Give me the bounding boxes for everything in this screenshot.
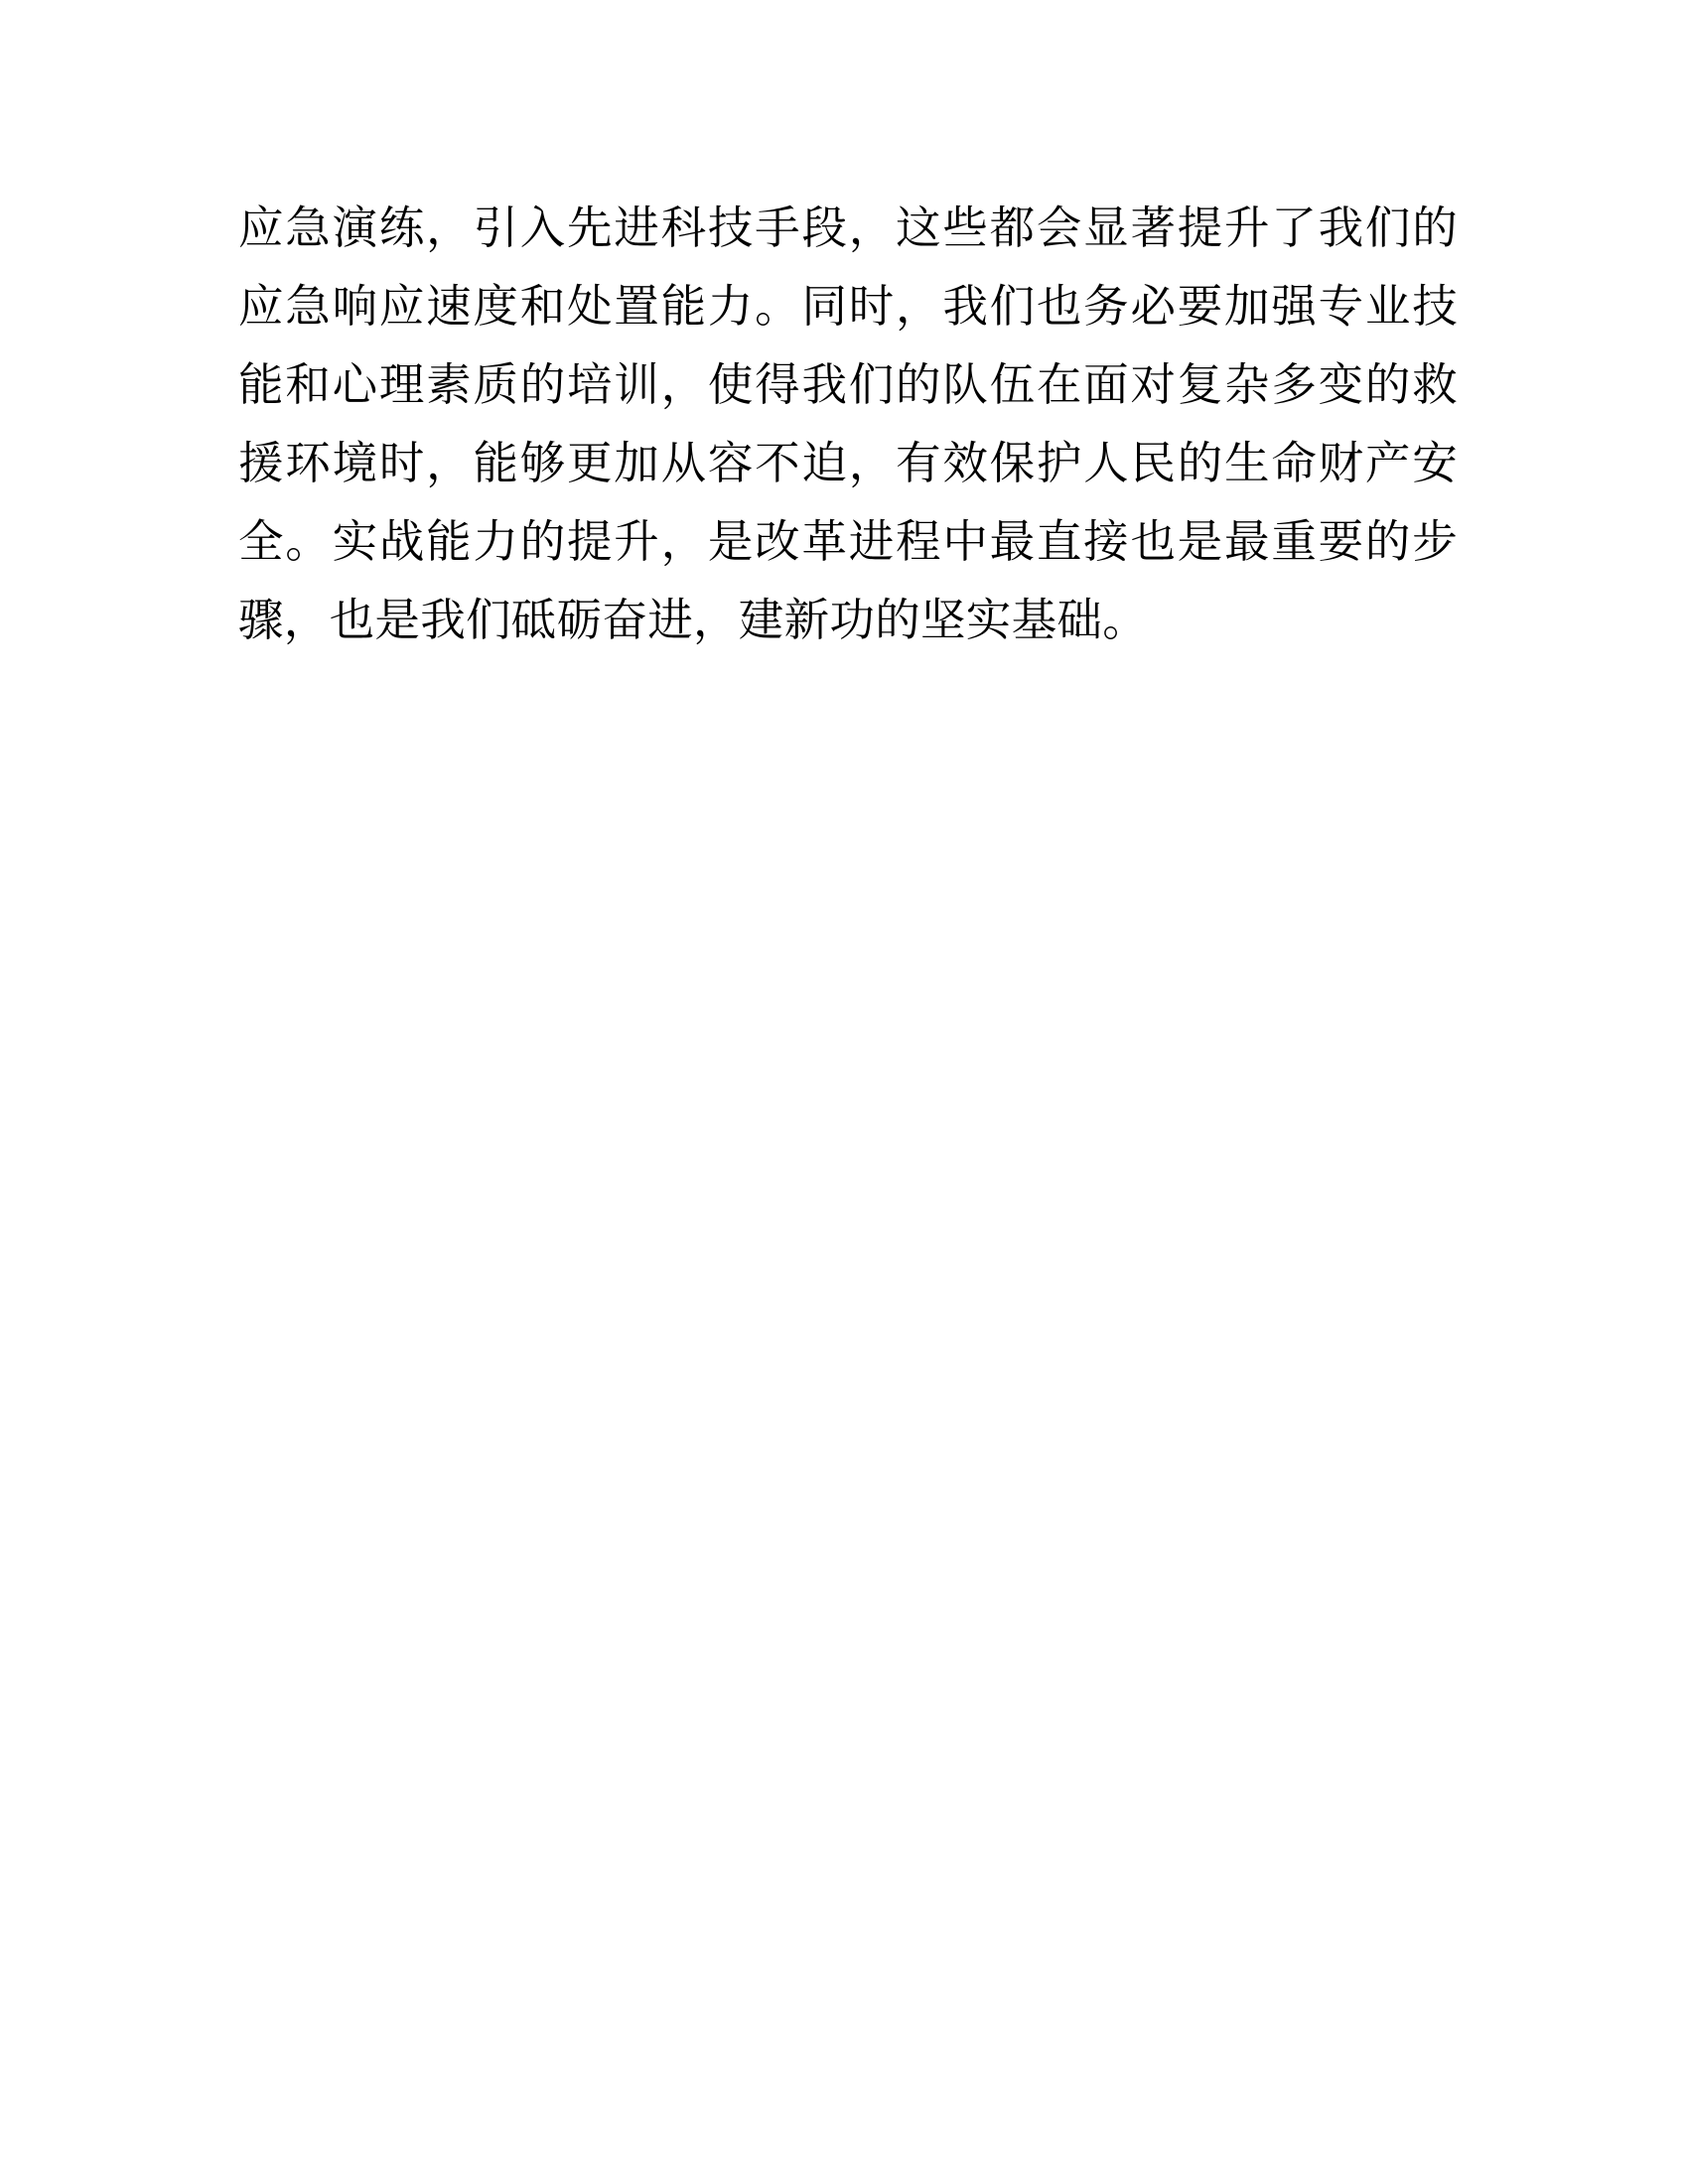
document-body — [238, 189, 1458, 659]
body-paragraph: 应急演练，引入先进科技手段，这些都会显著提升了我们的应急响应速度和处置能力。同时，我们也务必要加强专业技能和心理素质的培训，使得我们的队伍在面对复杂多变的救援环境时，能够更加从容不迫，有效保护人民的生命财产安全。实战能力的提升，是改革进程中最直接也是最重要的步骤，也是我们砥砺奋进，建新功的坚实基础。 — [238, 203, 1458, 645]
